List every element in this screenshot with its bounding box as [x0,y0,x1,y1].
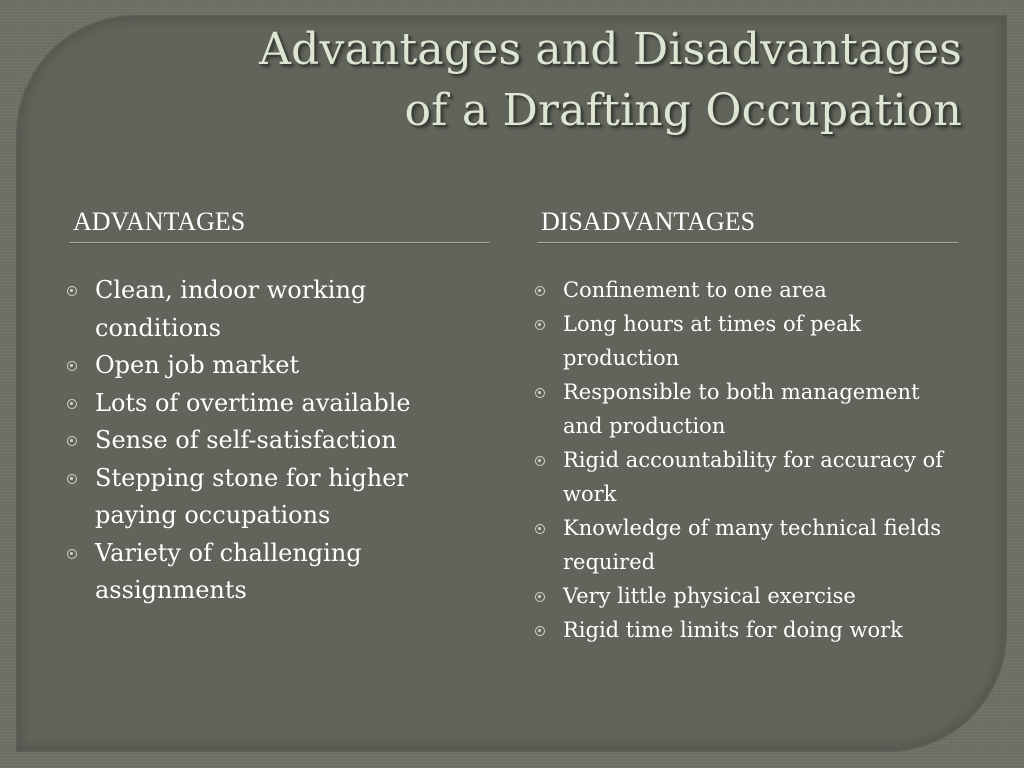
list-item-text: Sense of self-satisfaction [95,426,397,454]
list-item [95,535,480,610]
disadvantages-header-divider [537,242,958,243]
list-item [95,347,480,385]
list-item-text: Stepping stone for higher paying occupations [95,463,408,529]
circled-dot-bullet-icon [67,549,77,559]
advantages-header-divider [69,242,490,243]
list-item [95,272,480,347]
list-item-text: Responsible to both management and production [563,380,920,438]
list-item-text: Rigid time limits for doing work [563,618,903,642]
disadvantages-header: DISADVANTAGES [541,207,756,236]
list-item [95,460,480,535]
list-item-text: Knowledge of many technical fields required [563,516,941,574]
circled-dot-bullet-icon [535,320,545,330]
advantages-header: ADVANTAGES [73,207,246,236]
list-item-text: Variety of challenging assignments [95,538,362,604]
advantages-list [95,272,480,610]
list-item [563,579,958,613]
list-item-text: Clean, indoor working conditions [95,276,367,342]
disadvantages-list [563,273,958,647]
list-item-text: Rigid accountability for accuracy of work [563,448,944,506]
list-item [563,375,958,443]
list-item [563,511,958,579]
list-item-text: Lots of overtime available [95,388,411,417]
circled-dot-bullet-icon [67,474,77,484]
circled-dot-bullet-icon [535,388,545,398]
list-item [563,443,958,511]
circled-dot-bullet-icon [67,286,77,296]
circled-dot-bullet-icon [67,399,77,409]
list-item [563,273,958,307]
circled-dot-bullet-icon [535,524,545,534]
list-item-text: Long hours at times of peak production [563,312,862,370]
list-item [563,613,958,647]
list-item-text: Confinement to one area [563,278,827,302]
circled-dot-bullet-icon [67,361,77,371]
circled-dot-bullet-icon [535,456,545,466]
slide-title-line-2: of a Drafting Occupation [404,85,962,136]
circled-dot-bullet-icon [535,626,545,636]
circled-dot-bullet-icon [535,286,545,296]
slide-title [259,19,962,141]
circled-dot-bullet-icon [67,436,77,446]
circled-dot-bullet-icon [535,592,545,602]
list-item [95,422,480,460]
slide-title-line-1: Advantages and Disadvantages [259,24,962,75]
list-item [95,385,480,423]
list-item-text: Open job market [95,351,300,379]
list-item [563,307,958,375]
list-item-text: Very little physical exercise [563,584,856,608]
